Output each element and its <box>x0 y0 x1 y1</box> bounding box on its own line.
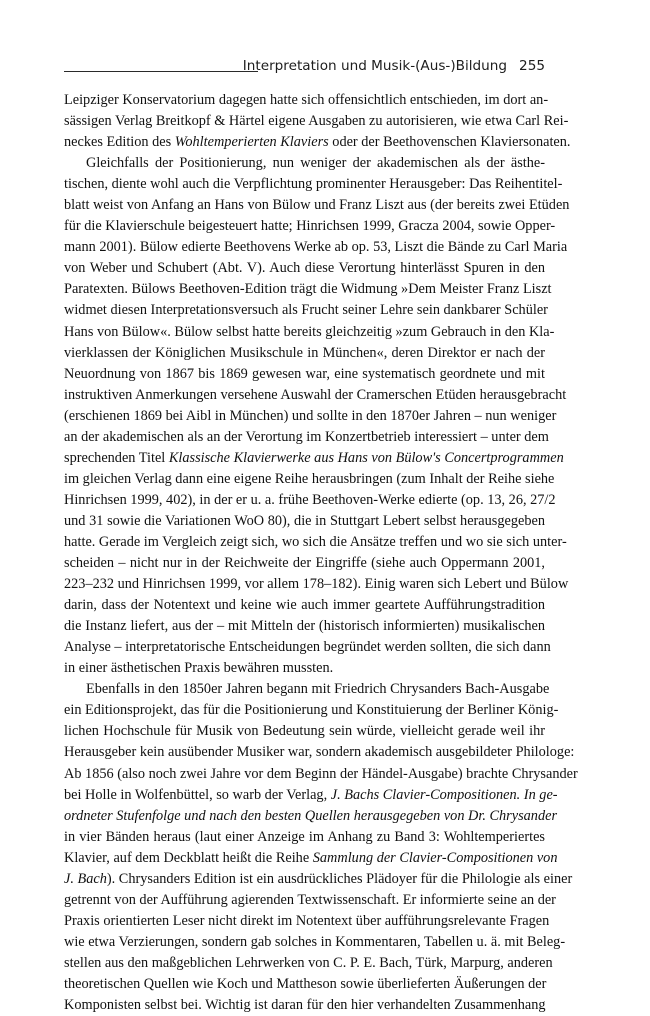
text-line: Analyse – interpretatorische Entscheidungen begründet werden sollten, die sich dann <box>64 639 551 656</box>
text-line: instruktiven Anmerkungen versehene Auswahl der Cramerschen Etüden herausgebracht <box>64 386 567 403</box>
text-line: von Weber und Schubert (Abt. V). Auch diese Verortung hinterlässt Spuren in den <box>64 260 545 277</box>
italic-title: Sammlung der Clavier-Compositionen von <box>312 849 558 866</box>
text-line: (erschienen 1869 bei Aibl in München) und sollte in den 1870er Jahren – nun weniger <box>64 407 557 424</box>
text-line: blatt weist von Anfang an Hans von Bülow und Franz Liszt aus (der bereits zwei Etüden <box>64 197 570 214</box>
italic-title: J. Bachs Clavier-Compositionen. In ge- <box>330 786 558 803</box>
text-line: die Instanz liefert, aus der – mit Mitteln der (historisch informierten) musikalischen <box>64 618 545 635</box>
text-line: stellen aus den maßgeblichen Lehrwerken von C. P. E. Bach, Türk, Marpurg, anderen <box>64 954 553 971</box>
text-line: theoretischen Quellen wie Koch und Mattheson sowie überlieferten Äußerungen der <box>64 975 547 992</box>
text-line: widmet diesen Interpretationsversuch als Frucht seiner Lehre sein dankbarer Schüler <box>64 302 548 319</box>
text-line: sprechenden Titel Klassische Klavierwerke aus Hans von Bülow's Concertprogrammen <box>64 449 564 466</box>
text-line: Gleichfalls der Positionierung, nun weniger der akademischen als der ästhe- <box>86 155 545 172</box>
text-line: in vier Bänden heraus (laut einer Anzeige im Anhang zu Band 3: Wohltemperiertes <box>64 828 545 845</box>
text-line: Ab 1856 (also noch zwei Jahre vor dem Beginn der Händel-Ausgabe) brachte Chrysander <box>64 765 578 782</box>
text-line: wie etwa Verzierungen, sondern gab solches in Kommentaren, Tabellen u. ä. mit Beleg- <box>64 933 566 950</box>
text-line: und 31 sowie die Variationen WoO 80), die in Stuttgart Lebert selbst herausgegeben <box>64 512 545 529</box>
page-number: 255 <box>519 58 545 74</box>
text-line: Herausgeber kein ausübender Musiker war, sondern akademisch ausgebildeter Philologe: <box>64 744 575 761</box>
text-line: darin, dass der Notentext und keine wie auch immer geartete Aufführungstradition <box>64 597 545 614</box>
body-text <box>64 90 578 1016</box>
text-line: scheiden – nicht nur in der Reichweite der Eingriffe (siehe auch Oppermann 2001, <box>64 555 545 572</box>
text-line: sässigen Verlag Breitkopf & Härtel eigene Ausgaben zu autorisieren, wie etwa Carl Rei- <box>64 113 569 130</box>
text-line: für die Klavierschule beigesteuert hatte; Hinrichsen 1999, Gracza 2004, sowie Opper- <box>64 218 556 235</box>
text-line: getrennt von der Aufführung agierenden Textwissenschaft. Er informierte seine an der <box>64 891 556 908</box>
italic-title: ordneter Stufenfolge und nach den besten Quellen herausgegeben von Dr. Chrysander <box>64 807 558 824</box>
text-line <box>64 806 558 827</box>
text-line: Komponisten selbst bei. Wichtig ist daran für den hier verhandelten Zusammenhang <box>64 997 546 1014</box>
text-line: J. Bach). Chrysanders Edition ist ein ausdrückliches Plädoyer für die Philologie als einer <box>64 870 573 887</box>
text-line: 223–232 und Hinrichsen 1999, vor allem 178–182). Einig waren sich Lebert und Bülow <box>64 576 569 593</box>
text-line: vierklassen der Königlichen Musikschule in München«, deren Direktor er nach der <box>64 344 545 361</box>
text-line: Hinrichsen 1999, 402), in der er u. a. frühe Beethoven-Werke edierte (op. 13, 26, 27/2 <box>64 491 556 508</box>
text-line: bei Holle in Wolfenbüttel, so warb der Verlag, J. Bachs Clavier-Compositionen. In ge- <box>64 786 558 803</box>
italic-title: Klassische Klavierwerke aus Hans von Bülow's Concertprogrammen <box>168 449 564 466</box>
text-line: im gleichen Verlag dann eine eigene Reihe herausbringen (zum Inhalt der Reihe siehe <box>64 470 555 487</box>
text-line: Leipziger Konservatorium dagegen hatte sich offensichtlich entschieden, im dort an- <box>64 92 549 108</box>
text-line: Ebenfalls in den 1850er Jahren begann mit Friedrich Chrysanders Bach-Ausgabe <box>86 681 550 698</box>
header-rule <box>64 71 258 72</box>
text-line: hatte. Gerade im Vergleich zeigt sich, wo sich die Ansätze treffen und wo sie sich unter- <box>64 533 567 550</box>
text-line: an der akademischen als an der Verortung im Konzertbetrieb interessiert – unter dem <box>64 428 549 445</box>
text-line: neckes Edition des Wohltemperierten Klaviers oder der Beethovenschen Klaviersonaten. <box>64 134 571 151</box>
text-line: Klavier, auf dem Deckblatt heißt die Reihe Sammlung der Clavier-Compositionen von <box>64 849 558 866</box>
text-line: Praxis orientierten Leser nicht direkt im Notentext über aufführungsrelevante Fragen <box>64 912 550 929</box>
running-header <box>64 58 545 78</box>
italic-title: J. Bach <box>64 870 107 887</box>
text-line: Hans von Bülow«. Bülow selbst hatte bereits gleichzeitig »zum Gebrauch in den Kla- <box>64 323 555 340</box>
text-line: Neuordnung von 1867 bis 1869 gewesen war, eine systematisch geordnete und mit <box>64 365 545 382</box>
text-line: in einer ästhetischen Praxis bewähren mussten. <box>64 660 334 677</box>
text-line: ein Editionsprojekt, das für die Positionierung und Konstituierung der Berliner König- <box>64 702 559 719</box>
text-line: lichen Hochschule für Musik von Bedeutung sein würde, vielleicht gerade weil ihr <box>64 723 545 740</box>
text-line: Paratexten. Bülows Beethoven-Edition trägt die Widmung »Dem Meister Franz Liszt <box>64 281 552 298</box>
running-title: Interpretation und Musik-(Aus-)Bildung <box>242 58 507 74</box>
italic-title: Wohltemperierten Klaviers <box>174 134 329 151</box>
text-line: tischen, diente wohl auch die Verpflichtung prominenter Herausgeber: Das Reihentitel- <box>64 176 563 193</box>
text-line: mann 2001). Bülow edierte Beethovens Werke ab op. 53, Liszt die Bände zu Carl Maria <box>64 239 568 256</box>
